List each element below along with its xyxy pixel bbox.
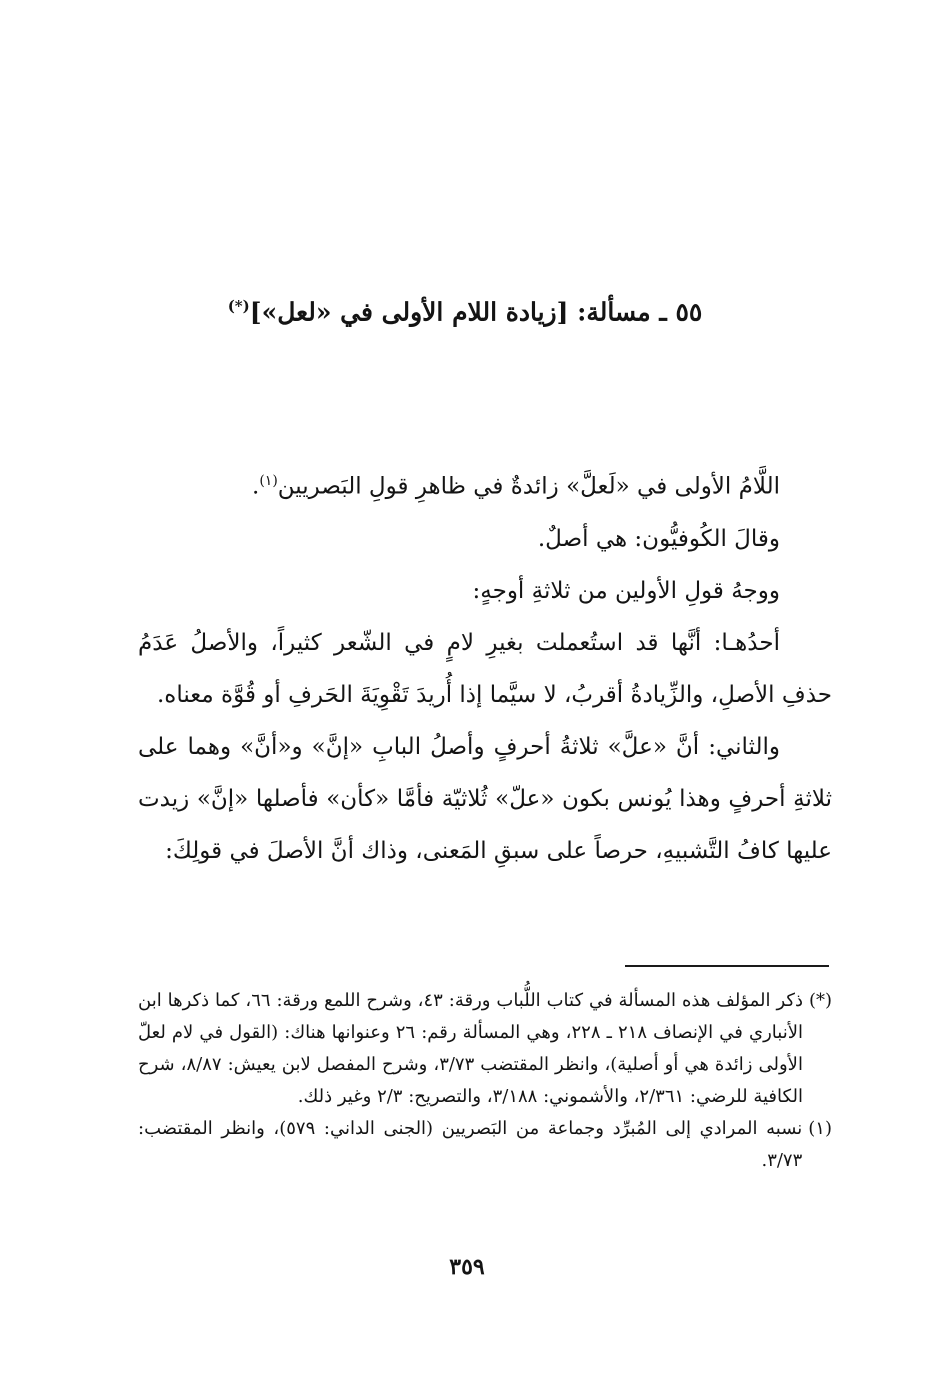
paragraph-text: وقالَ الكُوفيُّون: هي أصلٌ.: [537, 525, 780, 552]
footnote-ref: (١): [259, 473, 278, 489]
paragraph: [138, 513, 832, 565]
footnote-mark: (*): [808, 990, 832, 1011]
footnote-text: نسبه المرادي إلى المُبرِّد وجماعة من البَصريين (الجنى الداني: ٥٧٩)، وانظر المقتضب: ٣/٧٣.: [138, 1118, 803, 1171]
paragraph: [138, 455, 832, 513]
paragraph-tail: .: [252, 473, 260, 500]
footnote: [138, 1113, 832, 1177]
paragraph: [138, 565, 832, 617]
section-heading-text: ٥٥ ـ مسألة: [زيادة اللام الأولى في «لعل»]: [249, 297, 703, 327]
footnotes: [138, 985, 832, 1177]
footnote: [138, 985, 832, 1113]
paragraph: [138, 721, 832, 877]
footnote-mark: (١): [808, 1118, 832, 1139]
footnote-text: ذكر المؤلف هذه المسألة في كتاب اللُّباب ورقة: ٤٣، وشرح اللمع ورقة: ٦٦، كما ذكرها ابن الأنباري في الإنصاف ٢١٨ ـ ٢٢٨، وهي المسألة رقم: ٢٦ وعنوانها هناك: (القول في لام لعلّ الأولى زائدة هي أو أصلية)، وانظر المقتضب ٣/٧٣، وشرح المفصل لابن يعيش: ٨/٨٧، شرح الكافية للرضي: ٢/٣٦١، والأشموني: ٣/١٨٨، والتصريح: ٢/٣ وغير ذلك.: [138, 990, 803, 1107]
paragraph-text: ووجهُ قولِ الأولين من ثلاثةِ أوجهٍ:: [472, 577, 780, 604]
paragraph-text: اللَّامُ الأولى في «لَعلَّ» زائدةٌ في ظاهرِ قولِ البَصريين: [277, 473, 780, 500]
main-text: [138, 455, 832, 877]
paragraph-text: والثاني: أنَّ «علَّ» ثلاثةُ أحرفٍ وأصلُ البابِ «إنَّ» و«أنَّ» وهما على ثلاثةِ أحرفٍ وهذا يُونس بكون «علّ» ثُلاثيّة فأمَّا «كأن» فأصلها «إنَّ» زيدت عليها كافُ التَّشبيهِ، حرصاً على سبقِ المَعنى، وذاك أنَّ الأصلَ في قولِكَ:: [138, 733, 832, 864]
paragraph-text: أحدُهـا: أنَّها قد استُعملت بغيرِ لامٍ في الشّعر كثيراً، والأصلُ عَدَمُ حذفِ الأصلِ، والزِّيادةُ أقربُ، لا سيَّما إذا أُريدَ تَقْوِيَةَ الحَرفِ أو قُوَّة معناه.: [138, 629, 832, 708]
paragraph: [138, 617, 832, 721]
heading-footnote-marker: (*): [227, 296, 250, 315]
section-heading: [120, 297, 810, 326]
page-number: ٣٥٩: [449, 1254, 485, 1280]
footnote-separator: [625, 965, 829, 967]
